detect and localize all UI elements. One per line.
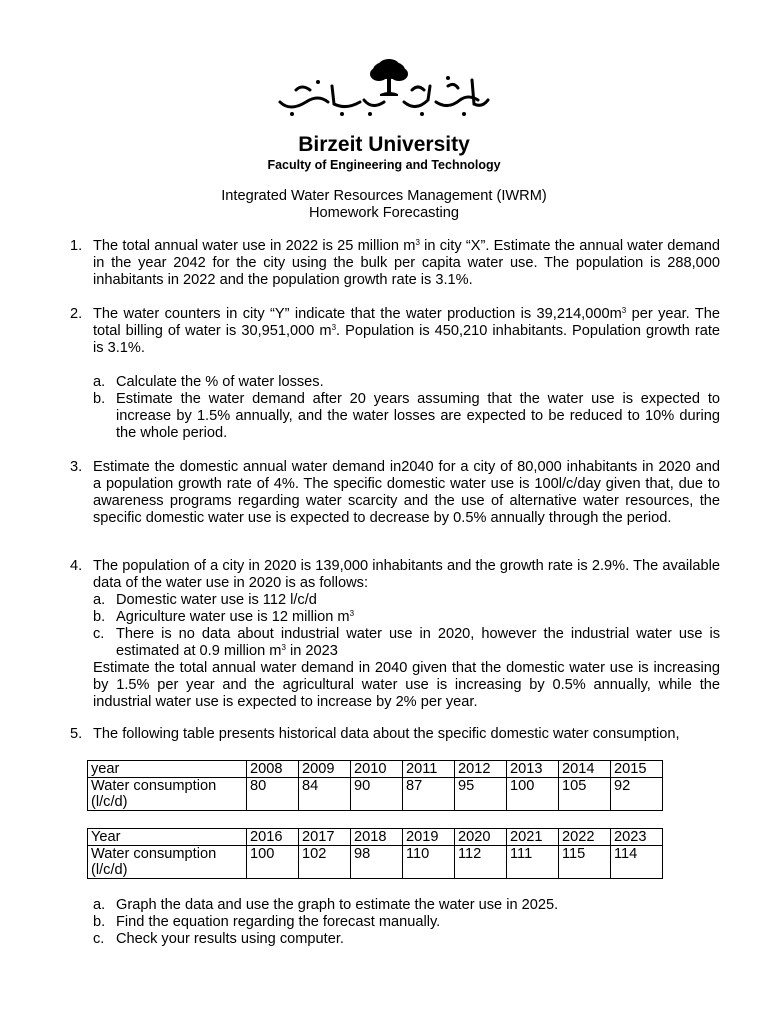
sub-question-a: a. Domestic water use is 112 l/c/d xyxy=(93,592,317,608)
table-header-row xyxy=(88,761,663,778)
university-name: Birzeit University xyxy=(298,133,470,156)
table-cell: 100 xyxy=(507,778,559,811)
question-5 xyxy=(70,726,720,743)
table-cell: 2021 xyxy=(507,829,559,846)
table-cell: 112 xyxy=(455,846,507,879)
table-cell: 111 xyxy=(507,846,559,879)
table-cell: 2016 xyxy=(247,829,299,846)
question-number: 4. xyxy=(70,558,83,574)
table-cell: 2010 xyxy=(351,761,403,778)
table-cell: 87 xyxy=(403,778,455,811)
question-5-parts xyxy=(70,897,720,948)
table-cell: 2017 xyxy=(299,829,351,846)
sub-question-a: a. Calculate the % of water losses. xyxy=(93,374,324,390)
question-1 xyxy=(70,238,720,289)
question-text: Estimate the domestic annual water demand in2040 for a city of 80,000 inhabitants in 2020 and a population growth rate of 4%. The specific domestic water use is 100l/c/day given that, due to awareness programs regarding water scarcity and the use of alternative water resources, the specific domestic water use is expected to decrease by 0.5% annually through the period. xyxy=(93,459,720,526)
table-cell: 110 xyxy=(403,846,455,879)
row-label: Water consumption (l/c/d) xyxy=(88,778,247,811)
table-cell: 2009 xyxy=(299,761,351,778)
table-cell: 2014 xyxy=(559,761,611,778)
sub-question-c: c. Check your results using computer. xyxy=(93,931,344,947)
question-3 xyxy=(70,459,720,527)
year-label: year xyxy=(88,761,247,778)
question-number: 3. xyxy=(70,459,83,475)
table-cell: 95 xyxy=(455,778,507,811)
question-number: 1. xyxy=(70,238,83,254)
table-row xyxy=(88,778,663,811)
consumption-table-1 xyxy=(87,760,663,811)
sub-question-list xyxy=(93,592,720,660)
table-cell: 2013 xyxy=(507,761,559,778)
question-text: The total annual water use in 2022 is 25 million $m^3$ in city “X”. Estimate the annual water demand in the year 2042 for the city using the bulk per capita water use. The population is 288,000 inhabitants in 2022 and the population growth rate is 3.1%. xyxy=(93,238,720,288)
course-title xyxy=(0,188,768,222)
table-cell: 2011 xyxy=(403,761,455,778)
question-closing: Estimate the total annual water demand in 2040 given that the domestic water use is increasing by 1.5% per year and the agricultural water use is increasing by 0.5% annually, while the industrial water use is expected to increase by 2% per year. xyxy=(93,660,720,710)
table-row xyxy=(88,846,663,879)
table-cell: 92 xyxy=(611,778,663,811)
table-cell: 2019 xyxy=(403,829,455,846)
sub-question-list xyxy=(93,897,720,948)
sub-question-a: a. Graph the data and use the graph to estimate the water use in 2025. xyxy=(93,897,559,913)
table-cell: 2008 xyxy=(247,761,299,778)
table-cell: 80 xyxy=(247,778,299,811)
table-cell: 2015 xyxy=(611,761,663,778)
table-cell: 115 xyxy=(559,846,611,879)
question-number: 5. xyxy=(70,726,83,742)
question-4 xyxy=(70,558,720,711)
table-cell: 100 xyxy=(247,846,299,879)
table-cell: 114 xyxy=(611,846,663,879)
table-cell: 2023 xyxy=(611,829,663,846)
question-2 xyxy=(70,306,720,442)
table-cell: 90 xyxy=(351,778,403,811)
sub-question-b: b. Estimate the water demand after 20 years assuming that the water use is expected to increase by 1.5% annually, and the water losses are expected to be reduced to 10% during the whole period. xyxy=(93,391,720,441)
row-label: Water consumption (l/c/d) xyxy=(88,846,247,879)
table-cell: 2012 xyxy=(455,761,507,778)
sub-question-b: b. Agriculture water use is 12 million $m^3$ xyxy=(93,609,355,625)
assignment-name: Homework Forecasting xyxy=(308,205,460,221)
question-text: The following table presents historical data about the specific domestic water consumption, xyxy=(93,726,680,742)
question-intro: The population of a city in 2020 is 139,000 inhabitants and the growth rate is 2.9%. The available data of the water use in 2020 is as follows: xyxy=(93,558,720,591)
consumption-table-2 xyxy=(87,828,663,879)
table-cell: 2022 xyxy=(559,829,611,846)
question-text: The water counters in city “Y” indicate that the water production is $39,214,000m^3$ per year. The total billing of water is 30,951,000 $m^3$. Population is 450,210 inhabitants. Population growth rate is 3.1%. xyxy=(93,306,721,356)
sub-question-b: b. Find the equation regarding the forecast manually. xyxy=(93,914,441,930)
question-number: 2. xyxy=(70,306,83,322)
year-label: Year xyxy=(88,829,247,846)
table-header-row xyxy=(88,829,663,846)
sub-question-list xyxy=(93,374,720,442)
table-cell: 102 xyxy=(299,846,351,879)
table-cell: 2018 xyxy=(351,829,403,846)
course-name: Integrated Water Resources Management (IWRM) xyxy=(221,188,547,204)
university-logo xyxy=(272,56,494,118)
table-cell: 105 xyxy=(559,778,611,811)
table-cell: 84 xyxy=(299,778,351,811)
sub-question-c: c. There is no data about industrial water use in 2020, however the industrial water use is estimated at 0.9 million $m^3$ in 2023 xyxy=(93,626,720,659)
table-cell: 98 xyxy=(351,846,403,879)
faculty-name: Faculty of Engineering and Technology xyxy=(267,158,501,172)
table-cell: 2020 xyxy=(455,829,507,846)
